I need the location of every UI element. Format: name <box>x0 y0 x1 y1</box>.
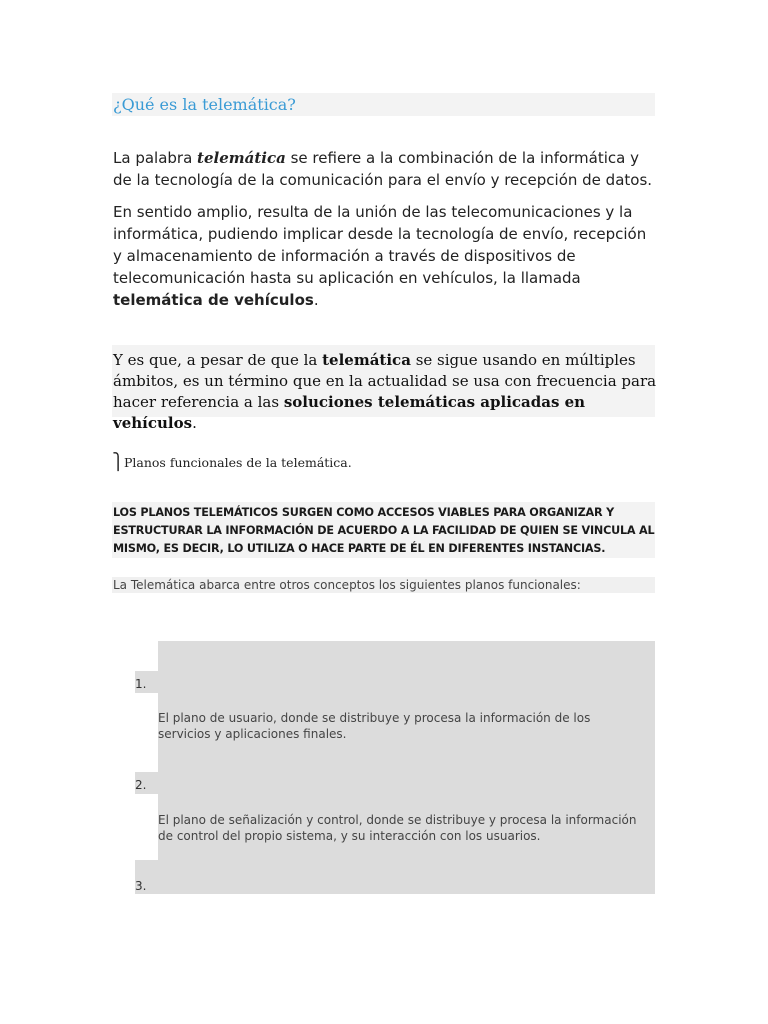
list-bg-num2 <box>135 772 655 794</box>
list-bg-num1 <box>135 671 655 693</box>
caps-line-3: MISMO, ES DECIR, LO UTILIZA O HACE PARTE DE ÉL EN DIFERENTES INSTANCIAS. <box>113 542 606 555</box>
para3-a: Y es que, a pesar de que la <box>113 351 323 369</box>
para1-before: La palabra <box>113 149 198 167</box>
para1-term: telemática <box>197 149 286 167</box>
caps-line-2: ESTRUCTURAR LA INFORMACIÓN DE ACUERDO A LA FACILIDAD DE QUIEN SE VINCULA AL <box>113 524 655 537</box>
list-bg-num3 <box>135 860 655 894</box>
list-number-1: 1. <box>135 677 147 691</box>
para2-bold: telemática de vehículos <box>113 291 314 309</box>
paragraph-vehicles <box>113 350 658 434</box>
para3-c: se sigue usando en múltiples ámbitos, es un término que en la actualidad se usa con frecuencia para hacer referencia a las <box>113 351 657 411</box>
caps-paragraph <box>113 504 658 558</box>
para3-e: . <box>192 414 197 432</box>
para1-after: se refiere a la combinación de la informática y de la tecnología de la comunicación para el envío y recepción de datos. <box>113 149 653 189</box>
para3-d: soluciones telemáticas aplicadas en vehículos <box>113 393 586 432</box>
para3-b: telemática <box>322 351 411 369</box>
bracket-bullet-icon: ⎫ <box>112 452 124 471</box>
paragraph-broad-sense <box>113 201 658 311</box>
list-number-3: 3. <box>135 879 147 893</box>
list-number-2: 2. <box>135 778 147 792</box>
abarca-text: La Telemática abarca entre otros conceptos los siguientes planos funcionales: <box>113 578 581 592</box>
list-bg-top <box>158 641 655 671</box>
para2-end: . <box>313 291 319 309</box>
para2-text: En sentido amplio, resulta de la unión de las telecomunicaciones y la informática, pudiendo implicar desde la tecnología de envío, recepción y almacenamiento de información a través de dispositivos de telecomunicación hasta su aplicación en vehículos, la llamada <box>113 203 647 287</box>
list-item-1-text: El plano de usuario, donde se distribuye y procesa la información de los servicios y aplicaciones finales. <box>158 711 591 741</box>
planos-heading <box>112 452 352 473</box>
list-item-2-text: El plano de señalización y control, donde se distribuye y procesa la información de control del propio sistema, y su interacción con los usuarios. <box>158 813 637 843</box>
page-title: ¿Qué es la telemática? <box>113 95 296 114</box>
caps-line-1: LOS PLANOS TELEMÁTICOS SURGEN COMO ACCESOS VIABLES PARA ORGANIZAR Y <box>113 506 614 519</box>
paragraph-definition <box>113 147 658 191</box>
planos-heading-text: Planos funcionales de la telemática. <box>124 455 352 470</box>
